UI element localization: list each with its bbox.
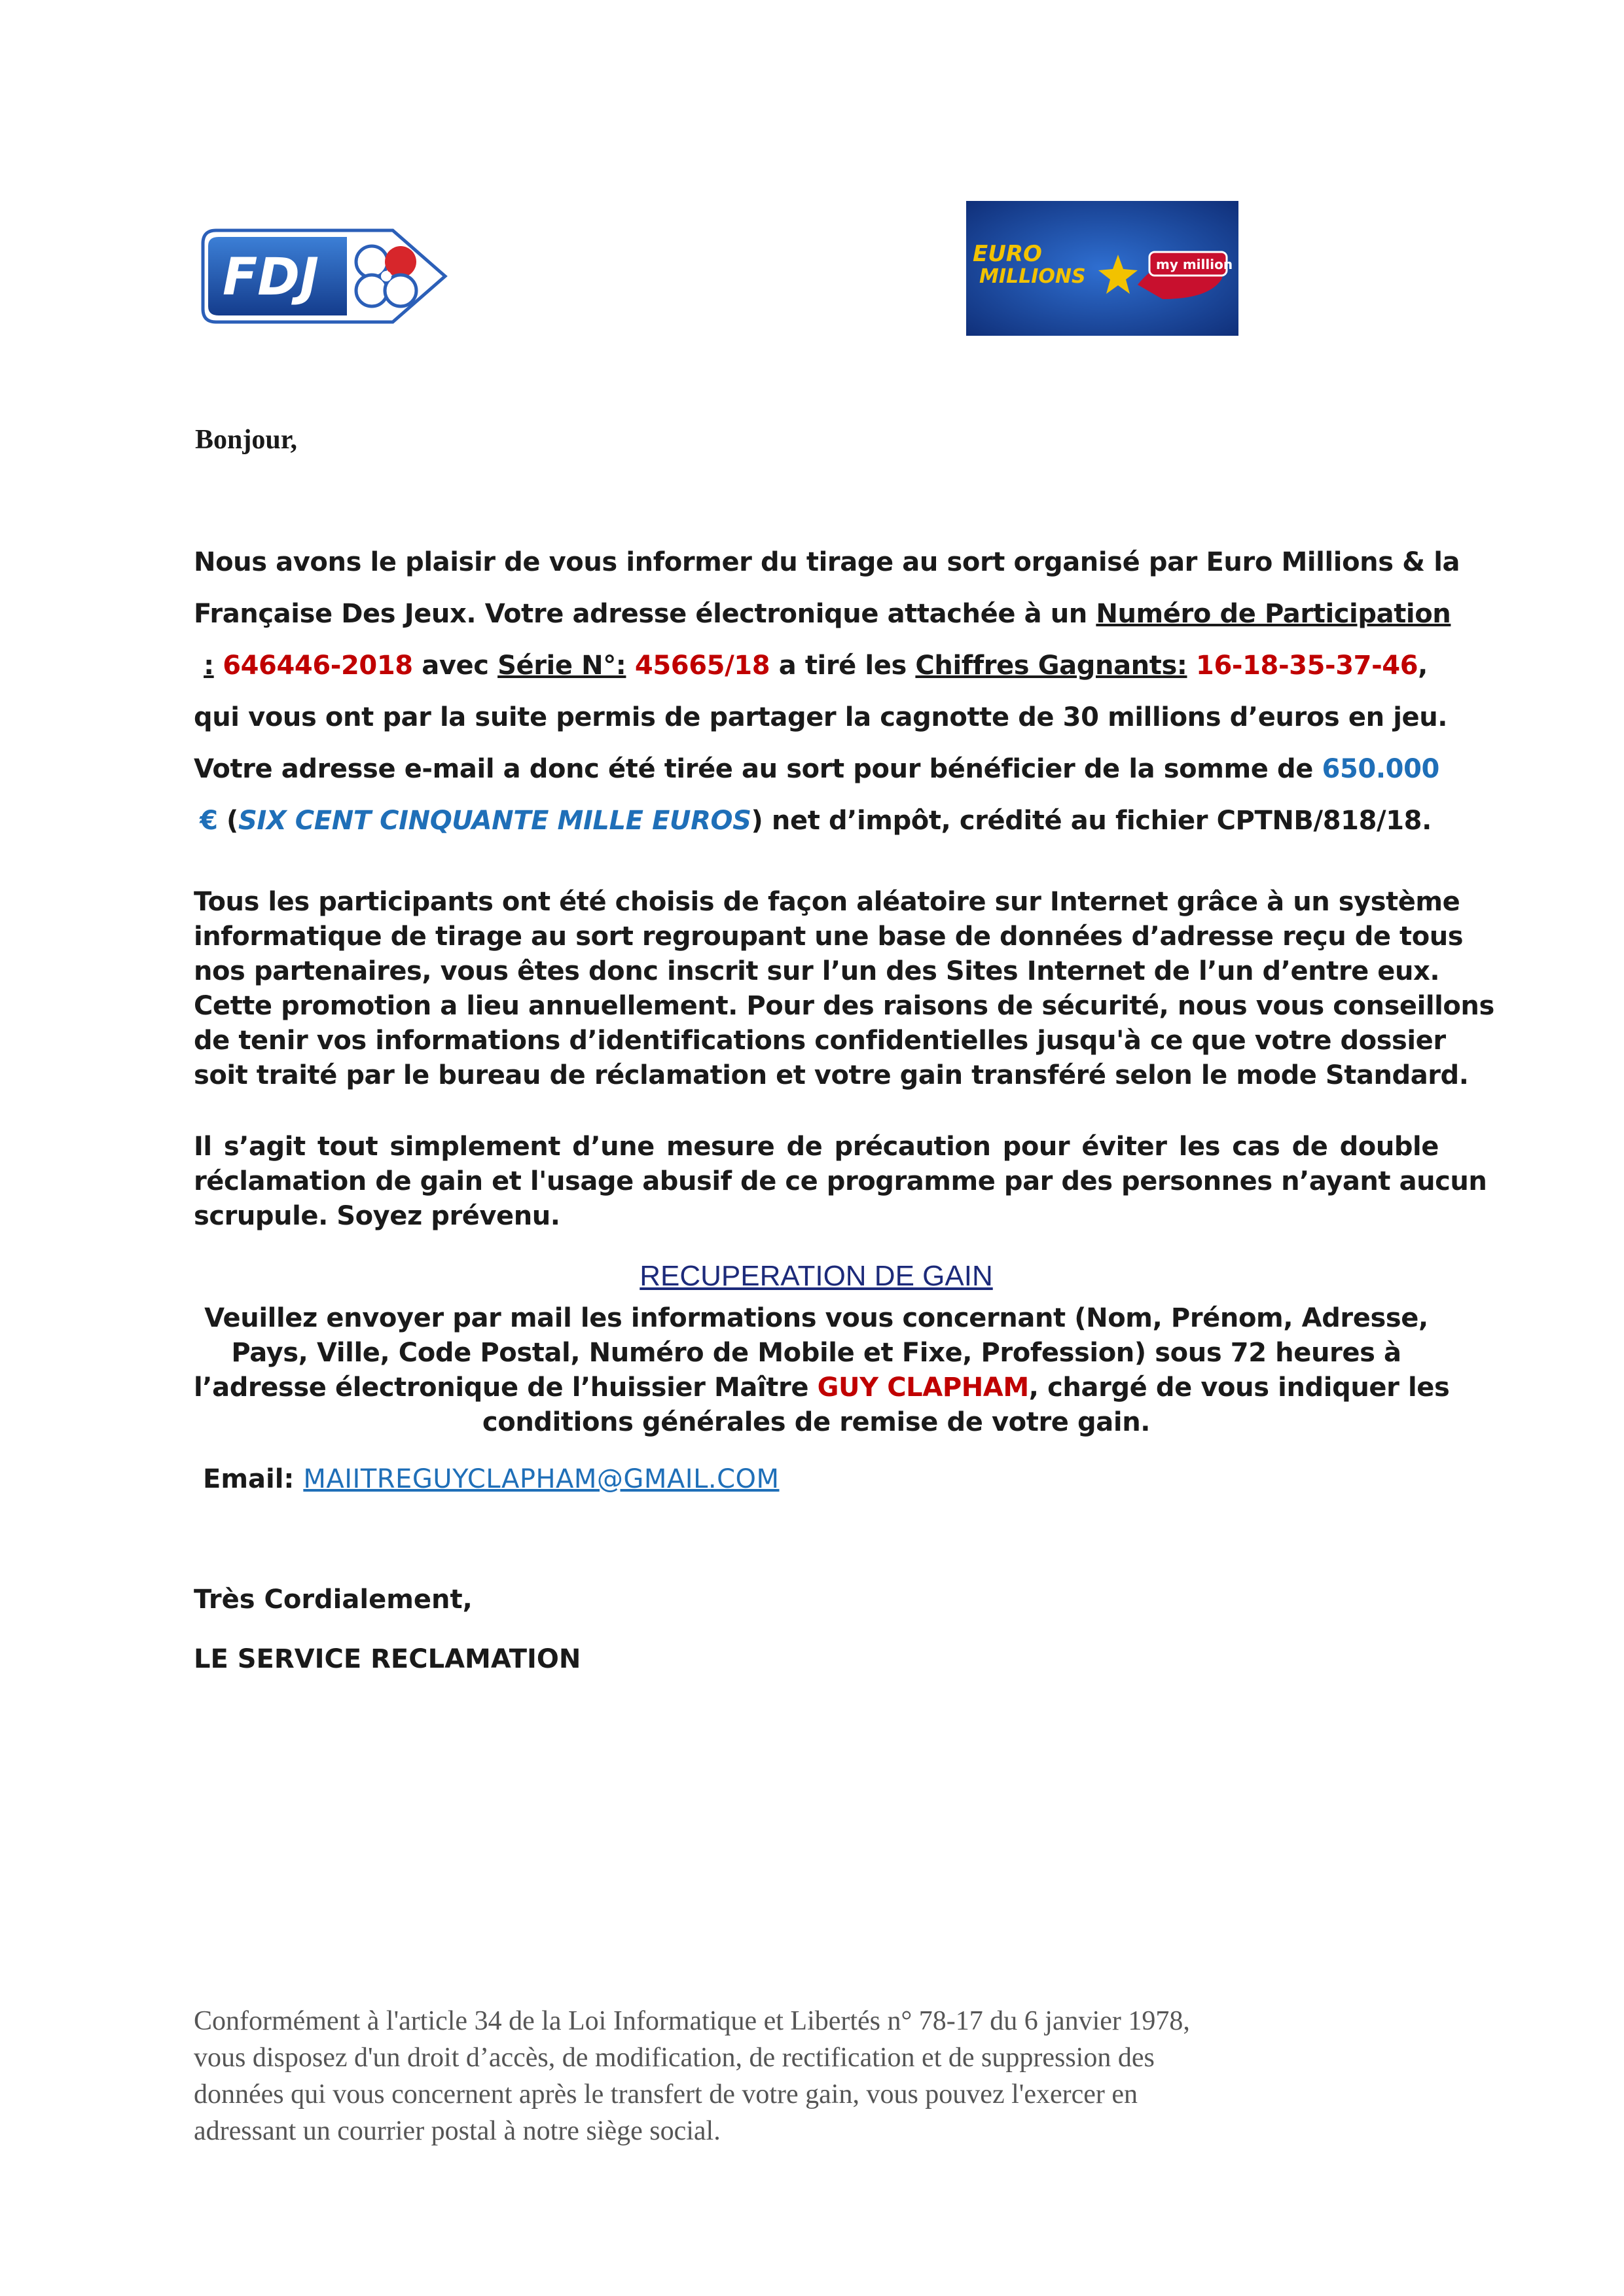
- line: vous disposez d'un droit d’accès, de modification, de rectification et de suppression des: [194, 2043, 1155, 2073]
- prize-amount: 650.000: [1322, 754, 1439, 784]
- svg-text:my million: my million: [1156, 257, 1233, 272]
- instructions-paragraph: [194, 1301, 1450, 1440]
- line: : 646446-2018 avec Série N°: 45665/18 a tiré les Chiffres Gagnants: 16-18-35-37-46,: [204, 651, 1428, 681]
- prize-announcement: [194, 537, 1460, 847]
- euromillions-logo: [966, 201, 1238, 336]
- line: Française Des Jeux. Votre adresse électronique attachée à un Numéro de Participation: [194, 599, 1451, 629]
- section-heading: RECUPERATION DE GAIN: [640, 1260, 993, 1292]
- closing: Très Cordialement,: [194, 1585, 473, 1615]
- participation-number: 646446-2018: [213, 651, 413, 681]
- line: qui vous ont par la suite permis de partager la cagnotte de 30 millions d’euros en jeu.: [194, 702, 1448, 732]
- svg-text:EURO: EURO: [973, 241, 1042, 267]
- prize-amount-words: SIX CENT CINQUANTE MILLE EUROS: [238, 806, 751, 836]
- fdj-logo: [196, 224, 458, 329]
- legal-notice: [194, 2003, 1437, 2149]
- line: Pays, Ville, Code Postal, Numéro de Mobile et Fixe, Profession) sous 72 heures à: [231, 1338, 1401, 1368]
- svg-text:MILLIONS: MILLIONS: [979, 265, 1086, 288]
- line: l’adresse électronique de l’huissier Maître GUY CLAPHAM, chargé de vous indiquer les: [194, 1372, 1450, 1403]
- line: informatique de tirage au sort regroupant une base de données d’adresse reçu de tous: [194, 922, 1464, 952]
- email-label: Email:: [203, 1464, 304, 1494]
- bailiff-name: GUY CLAPHAM: [817, 1372, 1029, 1403]
- greeting: Bonjour,: [195, 425, 298, 455]
- line: soit traité par le bureau de réclamation et votre gain transféré selon le mode Standard.: [194, 1060, 1469, 1090]
- line: Cette promotion a lieu annuellement. Pour des raisons de sécurité, nous vous conseillons: [194, 991, 1494, 1021]
- clover-icon: [356, 246, 416, 306]
- line: conditions générales de remise de votre gain.: [482, 1407, 1151, 1437]
- line: Votre adresse e-mail a donc été tirée au sort pour bénéficier de la somme de 650.000: [194, 754, 1439, 784]
- line: Nous avons le plaisir de vous informer du tirage au sort organisé par Euro Millions & la: [194, 547, 1460, 577]
- signature: LE SERVICE RECLAMATION: [194, 1644, 581, 1674]
- line: nos partenaires, vous êtes donc inscrit sur l’un des Sites Internet de l’un d’entre eux.: [194, 956, 1440, 986]
- participants-paragraph: [194, 885, 1494, 1093]
- serie-number: 45665/18: [626, 651, 770, 681]
- line: € (SIX CENT CINQUANTE MILLE EUROS) net d’impôt, crédité au fichier CPTNB/818/18.: [200, 806, 1432, 836]
- winning-numbers: 16-18-35-37-46: [1187, 651, 1418, 681]
- line: réclamation de gain et l'usage abusif de ce programme par des personnes n’ayant aucun: [194, 1166, 1487, 1196]
- line: de tenir vos informations d’identifications confidentielles jusqu'à ce que votre dossier: [194, 1026, 1446, 1056]
- precaution-paragraph: [194, 1130, 1487, 1234]
- email-link[interactable]: MAIITREGUYCLAPHAM@GMAIL.COM: [303, 1464, 780, 1494]
- line: Il s’agit tout simplement d’une mesure de précaution pour éviter les cas de double: [194, 1132, 1439, 1162]
- line: données qui vous concernent après le transfert de votre gain, vous pouvez l'exercer en: [194, 2079, 1138, 2109]
- line: adressant un courrier postal à notre siège social.: [194, 2116, 721, 2146]
- fdj-logo-text: FDJ: [223, 248, 319, 307]
- line: Tous les participants ont été choisis de façon aléatoire sur Internet grâce à un système: [194, 887, 1460, 917]
- email-line: [203, 1464, 780, 1494]
- line: Veuillez envoyer par mail les informations vous concernant (Nom, Prénom, Adresse,: [204, 1303, 1428, 1333]
- line: scrupule. Soyez prévenu.: [194, 1201, 560, 1231]
- line: Conformément à l'article 34 de la Loi Informatique et Libertés n° 78-17 du 6 janvier 1978,: [194, 2006, 1190, 2036]
